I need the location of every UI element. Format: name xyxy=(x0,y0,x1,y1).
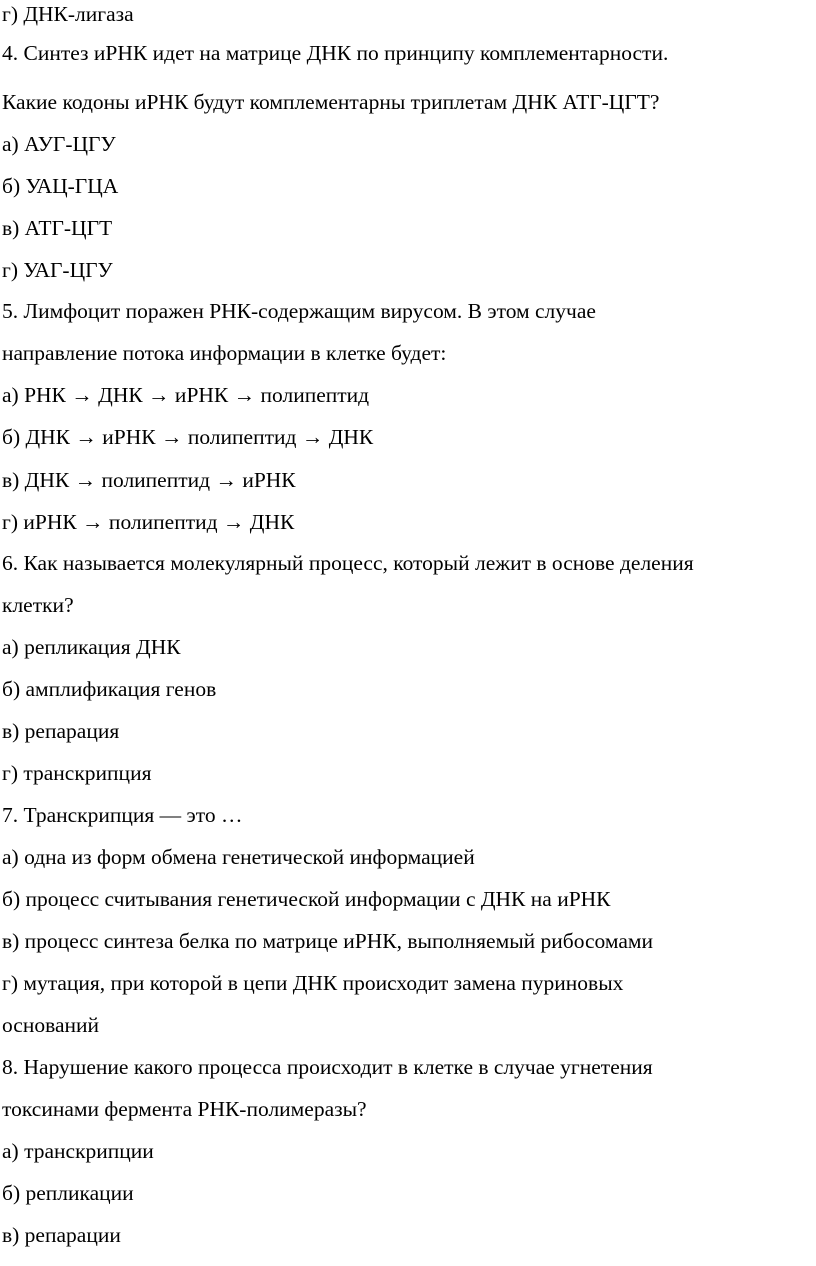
answer-option-q6-v: в) репарация xyxy=(2,719,120,743)
question-7: 7. Транскрипция — это … xyxy=(2,803,243,827)
answer-option-q4-g: г) УАГ-ЦГУ xyxy=(2,258,113,282)
answer-option-q7-a: а) одна из форм обмена генетической информацией xyxy=(2,845,475,869)
answer-option-q7-v: в) процесс синтеза белка по матрице иРНК, выполняемый рибосомами xyxy=(2,929,654,953)
answer-option-q7-b: б) процесс считывания генетической информации с ДНК на иРНК xyxy=(2,887,611,911)
question-4-line-1: 4. Синтез иРНК идет на матрице ДНК по принципу комплементарности. xyxy=(2,41,669,65)
answer-option-q5-a: а) РНК → ДНК → иРНК → полипептид xyxy=(2,383,370,407)
answer-option-q4-b: б) УАЦ-ГЦА xyxy=(2,174,119,198)
answer-option-q6-a: а) репликация ДНК xyxy=(2,635,181,659)
answer-option-q6-g: г) транскрипция xyxy=(2,761,152,785)
question-6-line-1: 6. Как называется молекулярный процесс, который лежит в основе деления xyxy=(2,551,694,575)
answer-option-q6-b: б) амплификация генов xyxy=(2,677,217,701)
question-8-line-1: 8. Нарушение какого процесса происходит в клетке в случае угнетения xyxy=(2,1055,653,1079)
answer-option-q4-a: а) АУГ-ЦГУ xyxy=(2,132,116,156)
question-6-line-2: клетки? xyxy=(2,593,74,617)
question-8-line-2: токсинами фермента РНК-полимеразы? xyxy=(2,1097,367,1121)
question-5-line-2: направление потока информации в клетке будет: xyxy=(2,341,447,365)
answer-option-q5-b: б) ДНК → иРНК → полипептид → ДНК xyxy=(2,425,374,449)
answer-option-q3-g: г) ДНК-лигаза xyxy=(2,2,134,26)
answer-option-q7-g-line-2: оснований xyxy=(2,1013,100,1037)
question-4-line-2: Какие кодоны иРНК будут комплементарны триплетам ДНК АТГ-ЦГТ? xyxy=(2,90,660,114)
question-5-line-1: 5. Лимфоцит поражен РНК-содержащим вирусом. В этом случае xyxy=(2,299,596,323)
answer-option-q5-g: г) иРНК → полипептид → ДНК xyxy=(2,510,295,534)
answer-option-q4-v: в) АТГ-ЦГТ xyxy=(2,216,113,240)
answer-option-q8-a: а) транскрипции xyxy=(2,1139,154,1163)
answer-option-q5-v: в) ДНК → полипептид → иРНК xyxy=(2,468,296,492)
answer-option-q8-b: б) репликации xyxy=(2,1181,134,1205)
answer-option-q8-v: в) репарации xyxy=(2,1223,121,1247)
answer-option-q7-g-line-1: г) мутация, при которой в цепи ДНК происходит замена пуриновых xyxy=(2,971,624,995)
